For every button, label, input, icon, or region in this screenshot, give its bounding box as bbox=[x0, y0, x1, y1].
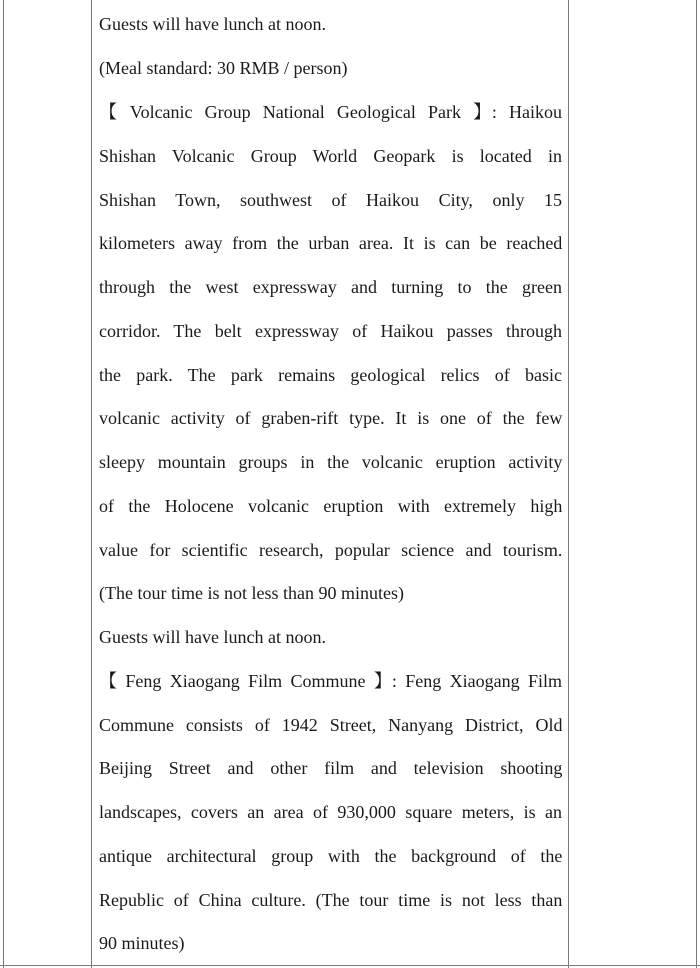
text-line-10: volcanic activity of graben-rift type. It is one of the few bbox=[99, 408, 563, 428]
column-divider-1 bbox=[91, 0, 92, 968]
text-line-5: Shishan Town, southwest of Haikou City, only 15 bbox=[99, 190, 562, 210]
column-divider-2 bbox=[568, 0, 569, 968]
text-line-13: value for scientific research, popular science and tourism. bbox=[99, 540, 563, 560]
text-line-8: corridor. The belt expressway of Haikou passes through bbox=[99, 321, 562, 341]
text-line-3: 【 Volcanic Group National Geological Park 】: Haikou bbox=[99, 102, 562, 122]
text-line-14: (The tour time is not less than 90 minutes) bbox=[99, 583, 404, 603]
text-line-9: the park. The park remains geological relics of basic bbox=[99, 365, 563, 385]
text-line-12: of the Holocene volcanic eruption with extremely high bbox=[99, 496, 563, 516]
text-line-11: sleepy mountain groups in the volcanic eruption activity bbox=[99, 452, 563, 472]
text-line-1: Guests will have lunch at noon. bbox=[99, 14, 326, 34]
text-line-15: Guests will have lunch at noon. bbox=[99, 627, 326, 647]
text-line-21: Republic of China culture. (The tour time is not less than bbox=[99, 890, 563, 910]
table-border-bottom bbox=[0, 965, 700, 966]
table-border-left bbox=[3, 0, 4, 968]
text-line-16: 【 Feng Xiaogang Film Commune 】: Feng Xiaogang Film bbox=[99, 671, 562, 691]
text-line-18: Beijing Street and other film and television shooting bbox=[99, 758, 563, 778]
text-line-4: Shishan Volcanic Group World Geopark is located in bbox=[99, 146, 562, 166]
text-line-17: Commune consists of 1942 Street, Nanyang District, Old bbox=[99, 715, 563, 735]
text-line-7: through the west expressway and turning to the green bbox=[99, 277, 562, 297]
text-line-22: 90 minutes) bbox=[99, 933, 185, 953]
table-border-right bbox=[696, 0, 697, 968]
text-line-19: landscapes, covers an area of 930,000 square meters, is an bbox=[99, 802, 562, 822]
text-line-20: antique architectural group with the background of the bbox=[99, 846, 563, 866]
text-line-2: (Meal standard: 30 RMB / person) bbox=[99, 58, 348, 78]
text-line-6: kilometers away from the urban area. It is can be reached bbox=[99, 233, 563, 253]
